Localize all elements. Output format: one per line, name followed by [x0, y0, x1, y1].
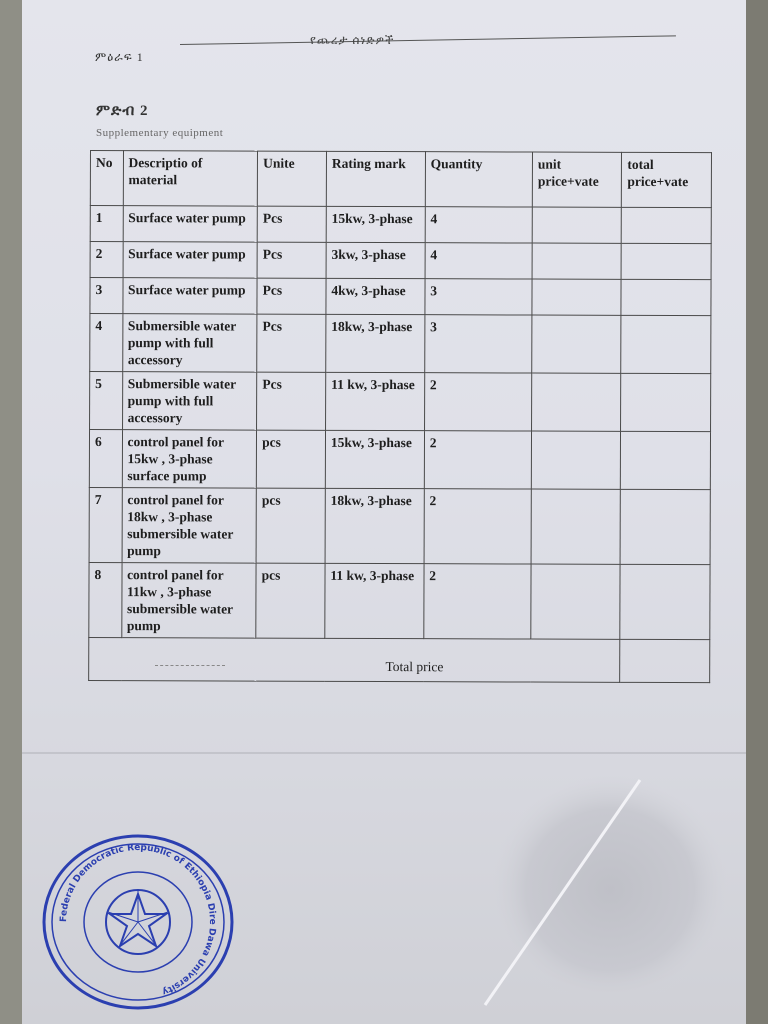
cell-unit: Pcs	[257, 314, 326, 372]
cell-unit: Pcs	[257, 372, 326, 430]
total-price-label: Total price	[385, 658, 444, 674]
col-header-rating: Rating mark	[326, 151, 425, 206]
cell-unit-price[interactable]	[531, 564, 621, 639]
total-price-value[interactable]	[620, 639, 710, 682]
cell-unit-price[interactable]	[532, 243, 622, 279]
annex-subtitle: Supplementary equipment	[96, 127, 224, 139]
cell-no: 1	[90, 206, 123, 242]
cell-unit: pcs	[256, 430, 325, 488]
cell-total-price[interactable]	[621, 243, 711, 279]
cell-total-price[interactable]	[621, 315, 711, 373]
cell-no: 2	[90, 242, 123, 278]
col-header-description: Descriptio of material	[123, 151, 258, 206]
cell-no: 8	[89, 562, 122, 637]
cell-quantity: 2	[424, 489, 531, 564]
cell-rating: 18kw, 3-phase	[325, 488, 424, 563]
cell-unit-price[interactable]	[532, 207, 622, 243]
cell-total-price[interactable]	[620, 489, 710, 564]
table-row	[89, 487, 710, 564]
cell-total-price[interactable]	[621, 431, 711, 489]
cell-quantity: 2	[424, 373, 531, 431]
cell-total-price[interactable]	[620, 564, 710, 639]
cell-unit: Pcs	[257, 206, 326, 242]
cell-unit: Pcs	[257, 242, 326, 278]
cell-description: control panel for 18kw , 3-phase submersible water pump	[122, 488, 257, 563]
cell-description: Surface water pump	[122, 278, 257, 314]
stamp-text: Federal Democratic Republic of Ethiopia Dire Dawa University	[58, 842, 218, 997]
col-header-unit: Unite	[257, 151, 326, 206]
cell-unit: pcs	[256, 488, 325, 563]
cell-quantity: 4	[425, 243, 532, 279]
total-price-label-cell	[89, 637, 621, 682]
cell-quantity: 3	[425, 279, 532, 315]
table-row	[89, 562, 710, 639]
cell-description: Submersible water pump with full accessory	[122, 372, 257, 430]
document-org-title: የጨረታ ሰነድዎች	[310, 33, 395, 47]
cell-rating: 15kw, 3-phase	[326, 206, 425, 242]
table-row	[90, 242, 711, 280]
cell-quantity: 2	[424, 564, 531, 639]
cell-description: Submersible water pump with full accessory	[122, 314, 257, 372]
cell-unit-price[interactable]	[531, 489, 621, 564]
cell-total-price[interactable]	[622, 207, 712, 243]
cell-no: 6	[89, 430, 122, 488]
cell-rating: 4kw, 3-phase	[326, 278, 425, 314]
table-row	[89, 430, 710, 490]
cell-total-price[interactable]	[621, 373, 711, 431]
cell-unit-price[interactable]	[531, 373, 621, 431]
cell-rating: 11 kw, 3-phase	[325, 563, 424, 638]
cell-no: 3	[90, 278, 123, 314]
col-header-no: No	[90, 151, 123, 206]
equipment-table	[88, 150, 712, 683]
cell-unit-price[interactable]	[532, 279, 622, 315]
cell-no: 4	[90, 314, 123, 372]
page-fold-crease	[22, 752, 746, 754]
col-header-total-price: total price+vate	[622, 152, 712, 207]
table-row	[90, 314, 711, 374]
total-row	[89, 637, 710, 682]
cell-unit-price[interactable]	[532, 315, 622, 373]
col-header-unit-price: unit price+vate	[532, 152, 622, 207]
table-row	[90, 278, 711, 316]
cell-rating: 15kw, 3-phase	[325, 430, 424, 488]
cell-quantity: 4	[425, 207, 532, 243]
dashed-mark	[155, 665, 225, 666]
table-row	[90, 206, 711, 244]
table-row	[90, 372, 711, 432]
cell-description: control panel for 11kw , 3-phase submersible water pump	[121, 563, 256, 638]
cell-quantity: 2	[424, 431, 531, 489]
cell-rating: 11 kw, 3-phase	[325, 372, 424, 430]
page-label: ምዕራፍ 1	[95, 50, 144, 64]
cell-no: 7	[89, 487, 122, 562]
cell-rating: 18kw, 3-phase	[326, 314, 425, 372]
official-stamp	[40, 832, 236, 1012]
cell-unit-price[interactable]	[531, 431, 621, 489]
cell-description: Surface water pump	[123, 242, 258, 278]
col-header-quantity: Quantity	[425, 152, 532, 207]
cell-unit: pcs	[256, 563, 325, 638]
cell-quantity: 3	[424, 315, 531, 373]
redacted-signature-area	[470, 760, 732, 1010]
cell-unit: Pcs	[257, 278, 326, 314]
cell-description: control panel for 15kw , 3-phase surface pump	[122, 430, 257, 488]
annex-label: ምድብ 2	[96, 103, 149, 119]
cell-rating: 3kw, 3-phase	[326, 242, 425, 278]
cell-total-price[interactable]	[621, 279, 711, 315]
cell-no: 5	[90, 372, 123, 430]
table-header-row	[90, 151, 711, 208]
cell-description: Surface water pump	[123, 206, 258, 242]
